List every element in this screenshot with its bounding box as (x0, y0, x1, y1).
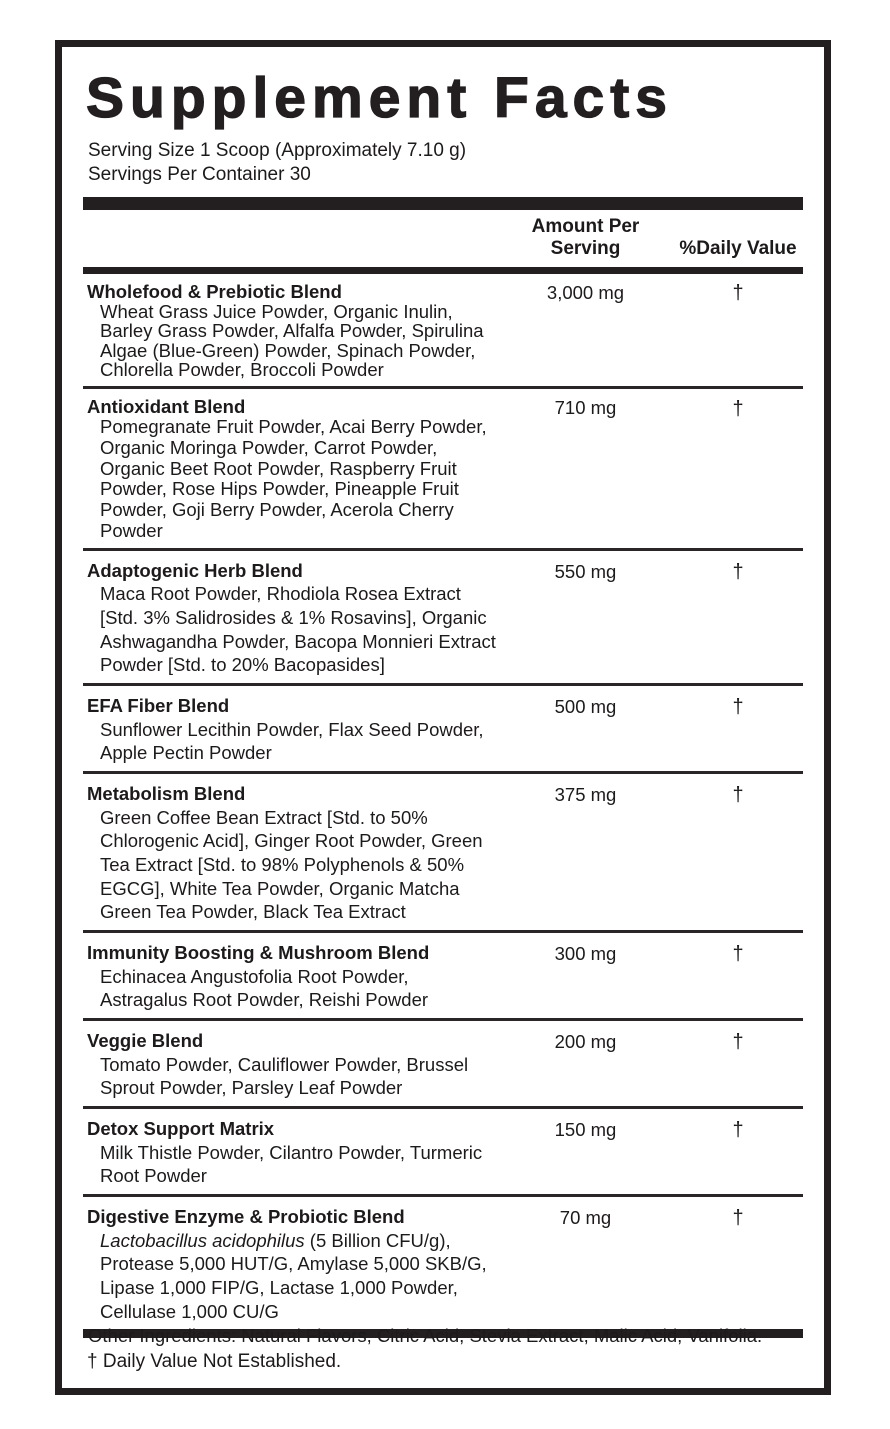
blend-cell (83, 397, 498, 542)
daily-value-symbol: † (732, 397, 744, 420)
serving-info (88, 139, 802, 188)
blend-name: Wholefood & Prebiotic Blend (87, 281, 342, 303)
blend-ingredients: Sunflower Lecithin Powder, Flax Seed Powder, Apple Pectin Powder (100, 718, 484, 764)
amount-per-serving: 300 mg (554, 943, 617, 965)
blend-cell (83, 559, 498, 677)
ingredient-row (83, 683, 803, 771)
top-heavy-rule (83, 197, 803, 210)
ingredient-row (83, 1106, 803, 1194)
ingredient-row (83, 930, 803, 1018)
daily-value-symbol: † (732, 282, 744, 305)
daily-value-symbol: † (732, 560, 744, 583)
daily-value-symbol: † (732, 695, 744, 718)
serving-size-text: Serving Size 1 Scoop (Approximately 7.10 g) (88, 139, 467, 161)
blend-ingredients: Milk Thistle Powder, Cilantro Powder, Turmeric Root Powder (100, 1141, 483, 1187)
ingredient-row (83, 1194, 803, 1329)
amount-per-serving: 550 mg (554, 560, 617, 582)
daily-value-symbol: † (732, 943, 744, 966)
ingredient-row (83, 386, 803, 548)
blend-name: Adaptogenic Herb Blend (87, 559, 303, 581)
blend-ingredients: Echinacea Angustofolia Root Powder, Astragalus Root Powder, Reishi Powder (100, 965, 429, 1011)
daily-value-symbol: † (732, 1119, 744, 1142)
amount-per-serving: 500 mg (554, 695, 617, 717)
daily-value-symbol: † (732, 783, 744, 806)
blend-ingredients: Wheat Grass Juice Powder, Organic Inulin, Barley Grass Powder, Alfalfa Powder, Spirulina Algae (Blue-Green) Powder, Spinach Powder, Chlorella Powder, Broccoli Powder (100, 300, 484, 381)
daily-value-symbol: † (732, 1031, 744, 1054)
blend-name: Immunity Boosting & Mushroom Blend (87, 942, 430, 964)
blend-name: Digestive Enzyme & Probiotic Blend (87, 1206, 405, 1228)
blend-cell (83, 1029, 498, 1100)
header-divider-rule (83, 267, 803, 274)
blend-name: EFA Fiber Blend (87, 694, 230, 716)
blend-cell (83, 282, 498, 379)
blend-ingredients: Maca Root Powder, Rhodiola Rosea Extract [Std. 3% Salidrosides & 1% Rosavins], Organic Ashwagandha Powder, Bacopa Monnieri Extract Powder [Std. to 20% Bacopasides] (100, 583, 496, 676)
column-header-amount: Amount Per Serving (531, 216, 640, 260)
blend-name: Detox Support Matrix (87, 1118, 275, 1140)
blend-name: Veggie Blend (87, 1030, 204, 1052)
servings-per-container-text: Servings Per Container 30 (88, 164, 311, 186)
amount-per-serving: 710 mg (554, 396, 617, 418)
ingredient-row (83, 274, 803, 385)
blend-cell (83, 1117, 498, 1188)
blend-ingredients: Pomegranate Fruit Powder, Acai Berry Powder, Organic Moringa Powder, Carrot Powder, Organic Beet Root Powder, Raspberry Fruit Powder, Rose Hips Powder, Pineapple Fruit Powder, Goji Berry Powder, Acerola Cherry Powder (100, 416, 487, 541)
amount-per-serving: 3,000 mg (546, 282, 625, 304)
ingredient-row (83, 548, 803, 683)
daily-value-symbol: † (732, 1207, 744, 1230)
blend-ingredients: Green Coffee Bean Extract [Std. to 50% Chlorogenic Acid], Ginger Root Powder, Green Tea Extract [Std. to 98% Polyphenols & 50% EGCG], White Tea Powder, Organic Matcha Green Tea Powder, Black Tea Extract (100, 806, 483, 923)
blend-cell (83, 941, 498, 1012)
blend-ingredients: Lactobacillus acidophilus (5 Billion CFU/g), Protease 5,000 HUT/G, Amylase 5,000 SKB/G, Lipase 1,000 FIP/G, Lactase 1,000 Powder, Cellulase 1,000 CU/G (100, 1229, 487, 1322)
amount-per-serving: 150 mg (554, 1119, 617, 1141)
ingredient-row (83, 771, 803, 930)
column-header-daily-value: %Daily Value (679, 238, 797, 260)
panel-title: Supplement Facts (86, 66, 673, 130)
blend-cell (83, 1205, 498, 1323)
blend-cell (83, 782, 498, 924)
amount-per-serving: 375 mg (554, 783, 617, 805)
blend-name: Metabolism Blend (87, 782, 246, 804)
blend-name: Antioxidant Blend (87, 395, 246, 417)
amount-per-serving: 70 mg (559, 1207, 612, 1229)
ingredient-rows (83, 274, 803, 1329)
column-header-row (83, 210, 803, 267)
amount-per-serving: 200 mg (554, 1031, 617, 1053)
blend-ingredients: Tomato Powder, Cauliflower Powder, Brussel Sprout Powder, Parsley Leaf Powder (100, 1053, 469, 1099)
daily-value-footnote: † Daily Value Not Established. (87, 1351, 342, 1373)
supplement-facts-panel (55, 40, 831, 1395)
blend-cell (83, 694, 498, 765)
ingredient-row (83, 1018, 803, 1106)
other-ingredients-text: Other Ingredients: Natural Flavors, Citric Acid, Stevia Extract, Malic Acid, Vanifolia. (88, 1325, 763, 1346)
